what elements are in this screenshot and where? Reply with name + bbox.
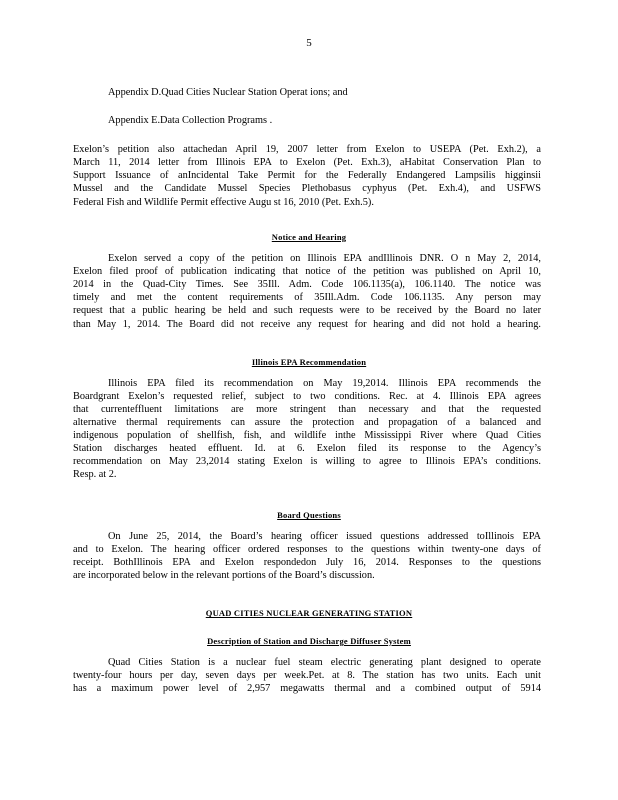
heading-text: Board Questions bbox=[277, 510, 341, 520]
text-line: Support Issuance of anIncidental Take Permit for the Federally Endangered Lampsilis higginsii bbox=[73, 170, 541, 181]
text-line: On June 25, 2014, the Board’s hearing officer issued questions addressed toIllinois EPA bbox=[108, 531, 541, 542]
text-line: Federal Fish and Wildlife Permit effective Augu st 16, 2010 (Pet. Exh.5). bbox=[73, 197, 374, 208]
heading-text: QUAD CITIES NUCLEAR GENERATING STATION bbox=[205, 608, 413, 618]
text-line: Mussel and the Candidate Mussel Species Plethobasus cyphyus (Pet. Exh.4), and USFWS bbox=[73, 183, 541, 194]
text-line: receipt. BothIllinois EPA and Exelon respondedon July 16, 2014. Responses to the questions bbox=[73, 557, 541, 568]
text-line: Station discharges heated effluent. Id. at 6. Exelon filed its response to the Agency’s bbox=[73, 443, 541, 454]
heading-text: Description of Station and Discharge Diffuser System bbox=[207, 636, 411, 646]
text-line: Exelon filed proof of publication indicating that notice of the petition was published on April 10, bbox=[73, 266, 541, 277]
text-line: recommendation on May 23,2014 stating Exelon is willing to agree to Illinois EPA’s conditions. bbox=[73, 456, 541, 467]
text-line: that currenteffluent limitations are more stringent than necessary and that the requested bbox=[73, 404, 541, 415]
text-line: are incorporated below in the relevant portions of the Board’s discussion. bbox=[73, 570, 375, 581]
page-number: 5 bbox=[306, 37, 312, 49]
text-line: March 11, 2014 letter from Illinois EPA to Exelon (Pet. Exh.3), aHabitat Conservation Plan to bbox=[73, 157, 541, 168]
heading-text: Illinois EPA Recommendation bbox=[251, 357, 367, 367]
text-line: request that a public hearing be held and such requests were to be received by the Board no later bbox=[73, 305, 541, 316]
heading-text: Notice and Hearing bbox=[271, 232, 347, 242]
section-heading-station bbox=[0, 603, 618, 621]
text-line: timely and met the content requirements of 35Ill.Adm. Code 106.1135. Any person may bbox=[73, 292, 541, 303]
appendix-e: Appendix E.Data Collection Programs . bbox=[108, 115, 273, 126]
subsection-heading-description bbox=[0, 631, 618, 649]
text-line: Boardgrant Exelon’s requested relief, subject to two conditions. Rec. at 4. Illinois EPA agrees bbox=[73, 391, 541, 402]
text-line: alternative thermal requirements can assure the protection and propagation of a balanced and bbox=[73, 417, 541, 428]
section-heading-questions bbox=[0, 505, 618, 523]
text-line: indigenous population of shellfish, fish, and wildlife inthe Mississippi River where Quad Cities bbox=[73, 430, 541, 441]
text-line: Illinois EPA filed its recommendation on May 19,2014. Illinois EPA recommends the bbox=[108, 378, 541, 389]
text-line: Resp. at 2. bbox=[73, 469, 117, 480]
text-line: has a maximum power level of 2,957 megawatts thermal and a combined output of 5914 bbox=[73, 683, 541, 694]
text-line: Exelon served a copy of the petition on Illinois EPA andIllinois DNR. O n May 2, 2014, bbox=[108, 253, 541, 264]
text-line: and to Exelon. The hearing officer ordered responses to the questions within twenty-one days of bbox=[73, 544, 541, 555]
text-line: Quad Cities Station is a nuclear fuel steam electric generating plant designed to operate bbox=[108, 657, 541, 668]
text-line: than May 1, 2014. The Board did not receive any request for hearing and did not hold a hearing. bbox=[73, 319, 541, 330]
appendix-d: Appendix D.Quad Cities Nuclear Station Operat ions; and bbox=[108, 87, 348, 98]
text-line: twenty-four hours per day, seven days per week.Pet. at 8. The station has two units. Each unit bbox=[73, 670, 541, 681]
section-heading-notice bbox=[0, 227, 618, 245]
text-line: Exelon’s petition also attachedan April 19, 2007 letter from Exelon to USEPA (Pet. Exh.2), a bbox=[73, 144, 541, 155]
text-line: 2014 in the Quad-City Times. See 35Ill. Adm. Code 106.1135(a), 106.1140. The notice was bbox=[73, 279, 541, 290]
section-heading-recommendation bbox=[0, 352, 618, 370]
